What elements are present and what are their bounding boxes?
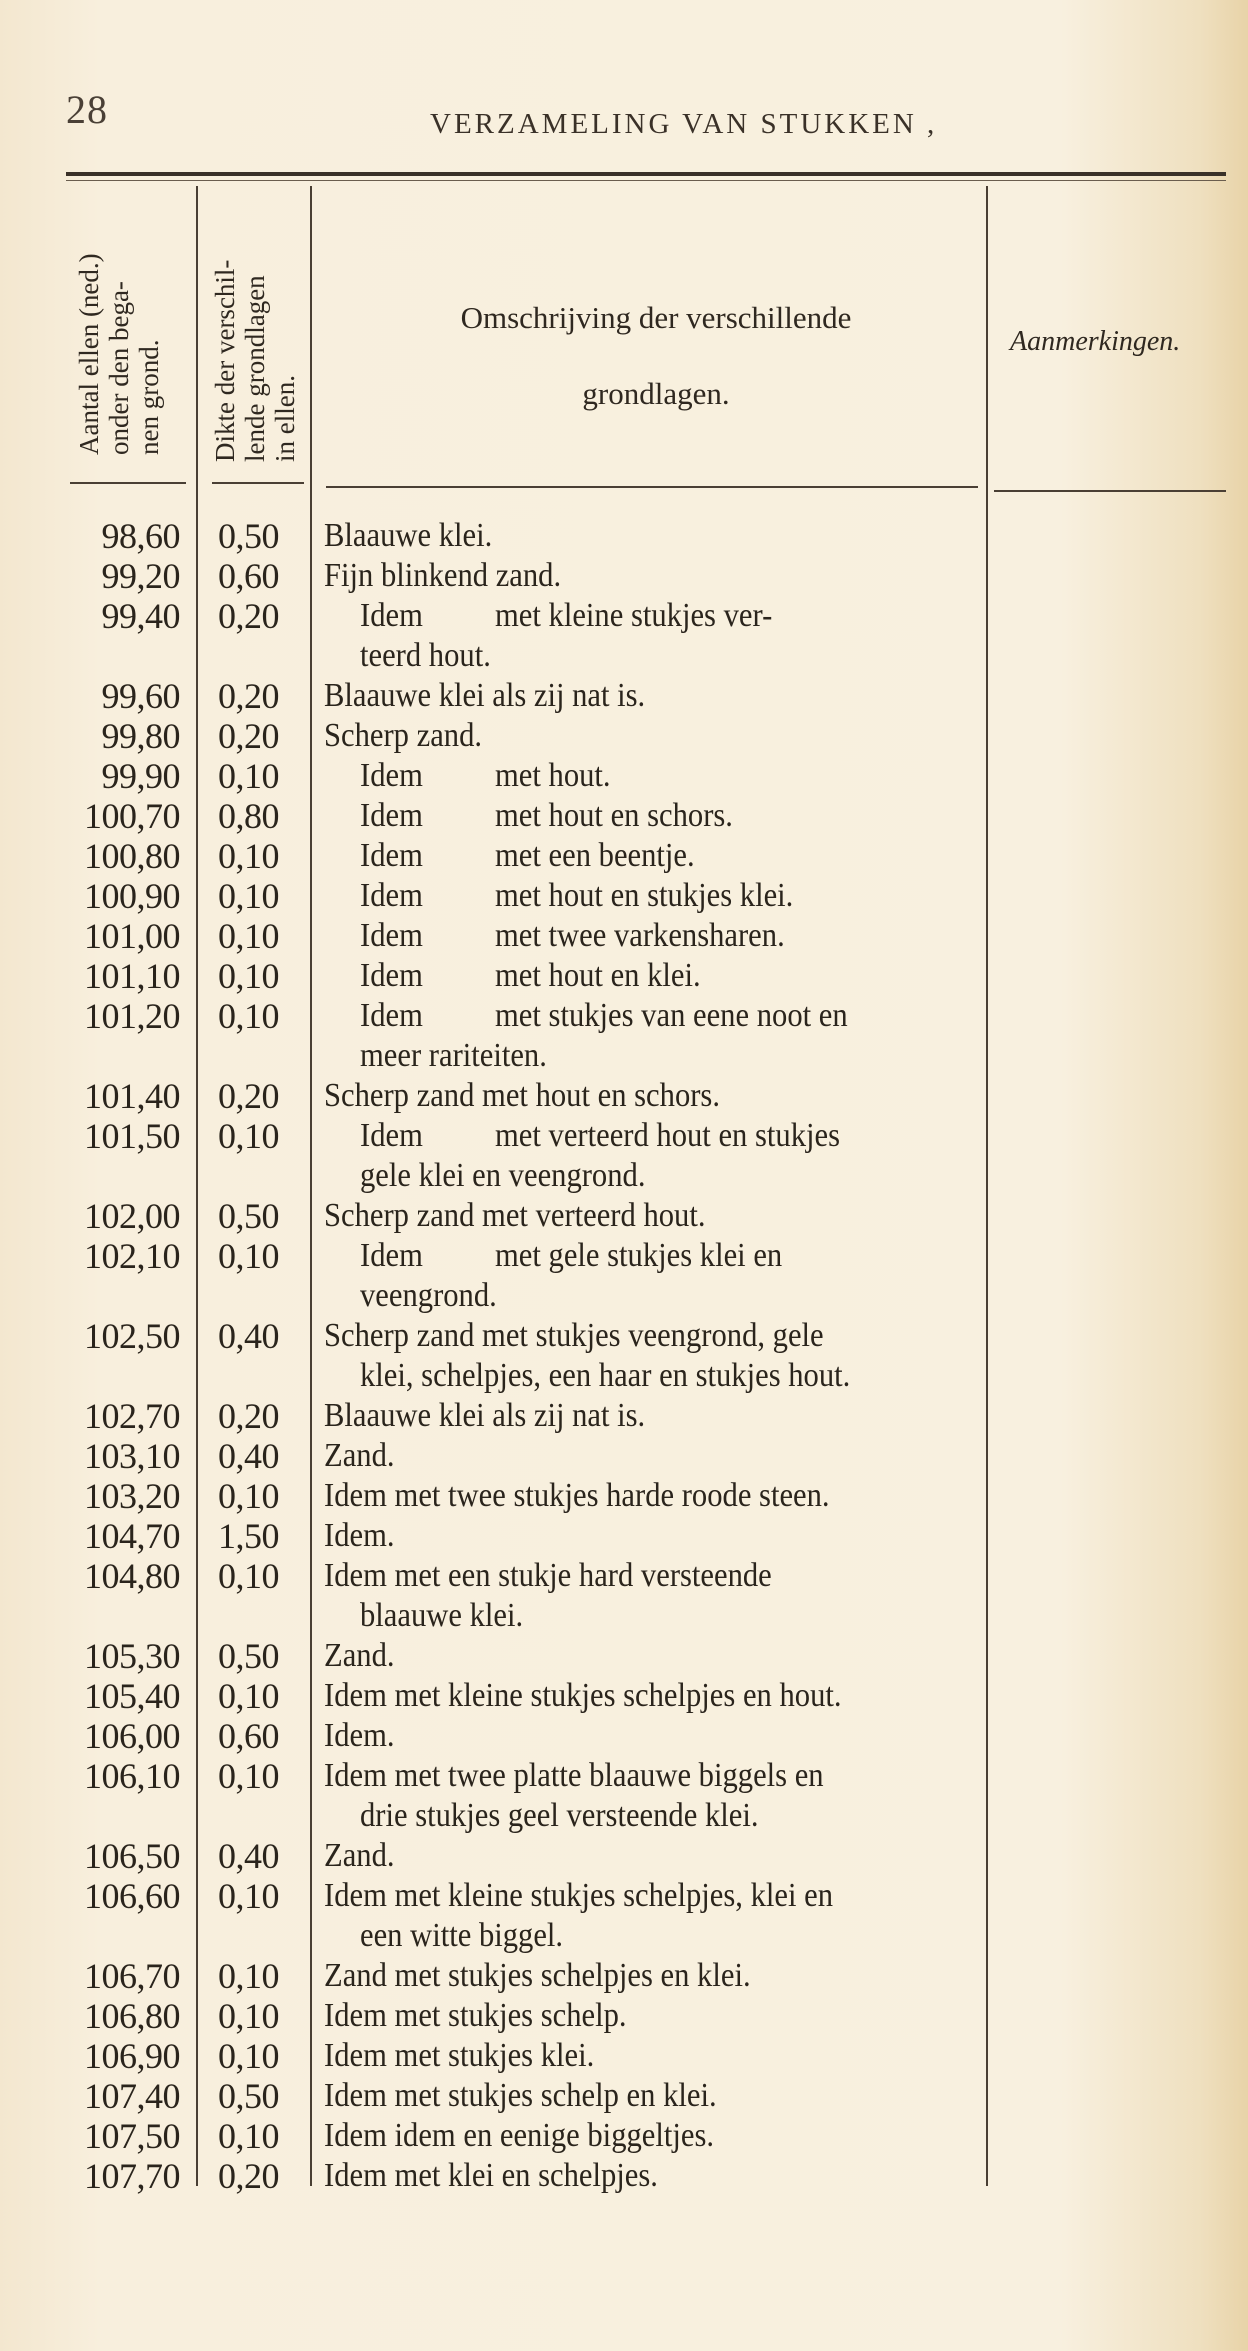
- depth-cell: 99,20: [101, 556, 180, 596]
- thickness-cell: 0,10: [218, 836, 279, 876]
- depth-cell: 106,00: [84, 1716, 180, 1756]
- header-description-line-2: grondlagen.: [582, 376, 730, 411]
- table-row: [0, 556, 1248, 596]
- idem-label: Idem: [360, 877, 423, 914]
- header-rule-thin: [66, 180, 1226, 181]
- table-row: [0, 1436, 1248, 1476]
- thickness-cell: 0,20: [218, 676, 279, 716]
- table-row: [0, 516, 1248, 556]
- description-cell: [324, 2116, 968, 2156]
- description-cell: [324, 756, 968, 796]
- thickness-cell: 0,10: [218, 956, 279, 996]
- thickness-cell: 0,60: [218, 556, 279, 596]
- thickness-cell: 0,50: [218, 1636, 279, 1676]
- description-text: Fijn blinkend zand.: [324, 557, 562, 594]
- table-row: [0, 2036, 1248, 2076]
- description-line: [324, 676, 968, 716]
- header-depth: [74, 253, 164, 455]
- table-row: [0, 1476, 1248, 1516]
- description-text: met hout en klei.: [495, 957, 701, 994]
- description-line: [324, 2036, 968, 2076]
- thickness-cell: 0,10: [218, 1996, 279, 2036]
- description-line: [324, 836, 968, 876]
- running-head: VERZAMELING VAN STUKKEN ,: [430, 108, 938, 140]
- table-row: [0, 2076, 1248, 2116]
- description-text: Zand.: [324, 1837, 395, 1874]
- thickness-cell: 1,50: [218, 1516, 279, 1556]
- description-line: [324, 796, 968, 836]
- description-cell: [324, 1636, 968, 1676]
- description-line: [324, 916, 968, 956]
- header-depth-line-3: nen grond.: [134, 339, 164, 455]
- header-rule: [66, 172, 1226, 176]
- depth-cell: 101,20: [84, 996, 180, 1036]
- description-cell: [324, 836, 968, 876]
- description-cell: [324, 1196, 968, 1236]
- table-row: [0, 1116, 1248, 1196]
- header-notes: Aanmerkingen.: [1010, 326, 1181, 357]
- idem-label: Idem: [360, 957, 423, 994]
- description-continuation: klei, schelpjes, een haar en stukjes hout.: [360, 1357, 851, 1394]
- description-line: [324, 716, 968, 756]
- description-cell: [324, 2076, 968, 2116]
- description-line: [324, 1876, 968, 1916]
- description-continuation: drie stukjes geel versteende klei.: [360, 1797, 759, 1834]
- description-line: [324, 2156, 968, 2196]
- header-underline-description: [326, 486, 978, 488]
- depth-cell: 99,60: [101, 676, 180, 716]
- thickness-cell: 0,20: [218, 2156, 279, 2196]
- description-line: [324, 1316, 968, 1356]
- description-line: [324, 956, 968, 996]
- description-line: [324, 2076, 968, 2116]
- description-text: Idem met kleine stukjes schelpjes, klei en: [324, 1877, 834, 1914]
- description-text: met hout en stukjes klei.: [495, 877, 794, 914]
- thickness-cell: 0,80: [218, 796, 279, 836]
- description-line: [324, 1436, 968, 1476]
- table-row: [0, 1316, 1248, 1396]
- table-row: [0, 996, 1248, 1076]
- depth-cell: 106,50: [84, 1836, 180, 1876]
- header-thickness-line-1: Dikte der verschil-: [210, 259, 240, 462]
- header-description-line-1: Omschrijving der verschillende: [460, 300, 852, 335]
- description-text: met hout.: [495, 757, 611, 794]
- description-line: [324, 1556, 968, 1596]
- idem-label: Idem: [360, 1237, 423, 1274]
- depth-cell: 99,40: [101, 596, 180, 636]
- description-cell: [324, 1316, 968, 1396]
- description-text: Idem met kleine stukjes schelpjes en hout.: [324, 1677, 842, 1714]
- description-cell: [324, 1876, 968, 1956]
- depth-cell: 100,80: [84, 836, 180, 876]
- description-cell: [324, 516, 968, 556]
- depth-cell: 107,40: [84, 2076, 180, 2116]
- table-row: [0, 1676, 1248, 1716]
- description-text: Zand.: [324, 1437, 395, 1474]
- description-line: [324, 1676, 968, 1716]
- description-cell: [324, 996, 968, 1076]
- description-line: [324, 516, 968, 556]
- description-continuation: meer rariteiten.: [360, 1037, 547, 1074]
- description-line: [324, 1636, 968, 1676]
- description-line: [324, 1236, 968, 1276]
- depth-cell: 102,10: [84, 1236, 180, 1276]
- table-row: [0, 2116, 1248, 2156]
- description-line: [324, 1516, 968, 1556]
- description-continuation: gele klei en veengrond.: [360, 1157, 646, 1194]
- header-underline-depth: [70, 482, 186, 484]
- description-line: [324, 1756, 968, 1796]
- depth-cell: 100,90: [84, 876, 180, 916]
- description-line: [324, 1476, 968, 1516]
- description-cell: [324, 1436, 968, 1476]
- description-line: [324, 2116, 968, 2156]
- description-text: Idem met twee platte blaauwe biggels en: [324, 1757, 824, 1794]
- depth-cell: 102,50: [84, 1316, 180, 1356]
- table-row: [0, 1236, 1248, 1316]
- thickness-cell: 0,50: [218, 516, 279, 556]
- description-text: Idem met stukjes klei.: [324, 2037, 595, 2074]
- depth-cell: 102,00: [84, 1196, 180, 1236]
- description-text: Scherp zand met stukjes veengrond, gele: [324, 1317, 824, 1354]
- depth-cell: 101,00: [84, 916, 180, 956]
- description-line: [324, 876, 968, 916]
- thickness-cell: 0,10: [218, 1236, 279, 1276]
- thickness-cell: 0,10: [218, 996, 279, 1036]
- depth-cell: 100,70: [84, 796, 180, 836]
- idem-label: Idem: [360, 997, 423, 1034]
- thickness-cell: 0,10: [218, 1876, 279, 1916]
- description-line: [324, 1396, 968, 1436]
- description-cell: [324, 1556, 968, 1636]
- description-text: Zand met stukjes schelpjes en klei.: [324, 1957, 751, 1994]
- table-row: [0, 716, 1248, 756]
- depth-cell: 107,50: [84, 2116, 180, 2156]
- thickness-cell: 0,10: [218, 2116, 279, 2156]
- table-row: [0, 1956, 1248, 1996]
- description-text: met stukjes van eene noot en: [495, 997, 848, 1034]
- description-cell: [324, 956, 968, 996]
- table-row: [0, 836, 1248, 876]
- description-line: [324, 756, 968, 796]
- depth-cell: 99,80: [101, 716, 180, 756]
- description-text: Idem.: [324, 1517, 395, 1554]
- description-text: Idem met stukjes schelp en klei.: [324, 2077, 717, 2114]
- depth-cell: 106,80: [84, 1996, 180, 2036]
- table-row: [0, 1396, 1248, 1436]
- thickness-cell: 0,40: [218, 1316, 279, 1356]
- description-text: Scherp zand met verteerd hout.: [324, 1197, 706, 1234]
- description-cell: [324, 1716, 968, 1756]
- description-text: Scherp zand met hout en schors.: [324, 1077, 720, 1114]
- thickness-cell: 0,10: [218, 1116, 279, 1156]
- depth-cell: 106,60: [84, 1876, 180, 1916]
- description-cell: [324, 1396, 968, 1436]
- description-text: Blaauwe klei als zij nat is.: [324, 677, 646, 714]
- header-thickness-line-3: in ellen.: [270, 375, 300, 462]
- depth-cell: 103,10: [84, 1436, 180, 1476]
- table-row: [0, 596, 1248, 676]
- description-continuation: veengrond.: [360, 1277, 497, 1314]
- table-row: [0, 796, 1248, 836]
- thickness-cell: 0,40: [218, 1436, 279, 1476]
- description-cell: [324, 1956, 968, 1996]
- table-row: [0, 1836, 1248, 1876]
- table-row: [0, 1516, 1248, 1556]
- depth-cell: 106,70: [84, 1956, 180, 1996]
- table-row: [0, 876, 1248, 916]
- description-cell: [324, 2156, 968, 2196]
- header-depth-line-2: onder den bega-: [104, 281, 134, 455]
- description-line: [324, 1076, 968, 1116]
- thickness-cell: 0,10: [218, 756, 279, 796]
- idem-label: Idem: [360, 797, 423, 834]
- description-text: met gele stukjes klei en: [495, 1237, 783, 1274]
- description-text: Idem.: [324, 1717, 395, 1754]
- description-cell: [324, 1116, 968, 1196]
- description-cell: [324, 596, 968, 676]
- table-row: [0, 1876, 1248, 1956]
- description-line: [324, 1116, 968, 1156]
- description-line: [324, 596, 968, 636]
- description-line: [324, 556, 968, 596]
- table-row: [0, 1196, 1248, 1236]
- thickness-cell: 0,10: [218, 1476, 279, 1516]
- description-cell: [324, 2036, 968, 2076]
- thickness-cell: 0,10: [218, 1556, 279, 1596]
- description-line: [324, 1716, 968, 1756]
- description-text: Blaauwe klei als zij nat is.: [324, 1397, 646, 1434]
- description-text: met kleine stukjes ver-: [495, 597, 773, 634]
- table-row: [0, 2156, 1248, 2196]
- table-row: [0, 1636, 1248, 1676]
- depth-cell: 105,40: [84, 1676, 180, 1716]
- description-text: Idem met een stukje hard versteende: [324, 1557, 772, 1594]
- description-cell: [324, 716, 968, 756]
- description-text: Zand.: [324, 1637, 395, 1674]
- description-line: [324, 996, 968, 1036]
- description-cell: [324, 1756, 968, 1836]
- table-row: [0, 1556, 1248, 1636]
- description-cell: [324, 1676, 968, 1716]
- thickness-cell: 0,20: [218, 596, 279, 636]
- description-cell: [324, 1996, 968, 2036]
- table-row: [0, 956, 1248, 996]
- depth-cell: 101,40: [84, 1076, 180, 1116]
- header-thickness: [210, 260, 300, 462]
- thickness-cell: 0,20: [218, 1076, 279, 1116]
- depth-cell: 101,50: [84, 1116, 180, 1156]
- idem-label: Idem: [360, 917, 423, 954]
- thickness-cell: 0,20: [218, 1396, 279, 1436]
- thickness-cell: 0,10: [218, 876, 279, 916]
- thickness-cell: 0,10: [218, 1956, 279, 1996]
- description-text: Idem met stukjes schelp.: [324, 1997, 627, 2034]
- description-cell: [324, 1076, 968, 1116]
- depth-cell: 104,80: [84, 1556, 180, 1596]
- description-cell: [324, 876, 968, 916]
- idem-label: Idem: [360, 837, 423, 874]
- description-text: met een beentje.: [495, 837, 695, 874]
- description-text: Idem idem en eenige biggeltjes.: [324, 2117, 715, 2154]
- table-row: [0, 1076, 1248, 1116]
- description-text: met hout en schors.: [495, 797, 733, 834]
- description-cell: [324, 1836, 968, 1876]
- description-line: [324, 1836, 968, 1876]
- depth-cell: 104,70: [84, 1516, 180, 1556]
- table-row: [0, 676, 1248, 716]
- depth-cell: 106,90: [84, 2036, 180, 2076]
- depth-cell: 107,70: [84, 2156, 180, 2196]
- page-number: 28: [66, 87, 108, 132]
- description-text: Idem met twee stukjes harde roode steen.: [324, 1477, 830, 1514]
- table-row: [0, 1756, 1248, 1836]
- description-text: Idem met klei en schelpjes.: [324, 2157, 658, 2194]
- description-cell: [324, 556, 968, 596]
- depth-cell: 99,90: [101, 756, 180, 796]
- thickness-cell: 0,10: [218, 1676, 279, 1716]
- thickness-cell: 0,50: [218, 1196, 279, 1236]
- thickness-cell: 0,10: [218, 1756, 279, 1796]
- description-line: [324, 1956, 968, 1996]
- description-line: [324, 1196, 968, 1236]
- depth-cell: 103,20: [84, 1476, 180, 1516]
- description-continuation: teerd hout.: [360, 637, 491, 674]
- header-description: [326, 280, 986, 432]
- header-underline-thickness: [212, 482, 304, 484]
- description-cell: [324, 1476, 968, 1516]
- depth-cell: 101,10: [84, 956, 180, 996]
- thickness-cell: 0,10: [218, 916, 279, 956]
- header-thickness-line-2: lende grondlagen: [240, 275, 270, 462]
- thickness-cell: 0,60: [218, 1716, 279, 1756]
- header-underline-notes: [994, 490, 1226, 492]
- description-continuation: een witte biggel.: [360, 1917, 564, 1954]
- idem-label: Idem: [360, 597, 423, 634]
- depth-cell: 105,30: [84, 1636, 180, 1676]
- description-text: met verteerd hout en stukjes: [495, 1117, 841, 1154]
- description-cell: [324, 676, 968, 716]
- description-text: Scherp zand.: [324, 717, 483, 754]
- description-text: Blaauwe klei.: [324, 517, 493, 554]
- description-continuation: blaauwe klei.: [360, 1597, 524, 1634]
- thickness-cell: 0,50: [218, 2076, 279, 2116]
- table-row: [0, 756, 1248, 796]
- thickness-cell: 0,40: [218, 1836, 279, 1876]
- idem-label: Idem: [360, 757, 423, 794]
- idem-label: Idem: [360, 1117, 423, 1154]
- table-row: [0, 1716, 1248, 1756]
- description-cell: [324, 796, 968, 836]
- depth-cell: 106,10: [84, 1756, 180, 1796]
- description-cell: [324, 916, 968, 956]
- thickness-cell: 0,10: [218, 2036, 279, 2076]
- header-depth-line-1: Aantal ellen (ned.): [74, 253, 104, 455]
- thickness-cell: 0,20: [218, 716, 279, 756]
- description-text: met twee varkensharen.: [495, 917, 785, 954]
- description-cell: [324, 1236, 968, 1316]
- depth-cell: 102,70: [84, 1396, 180, 1436]
- description-cell: [324, 1516, 968, 1556]
- table-row: [0, 1996, 1248, 2036]
- depth-cell: 98,60: [101, 516, 180, 556]
- description-line: [324, 1996, 968, 2036]
- table-row: [0, 916, 1248, 956]
